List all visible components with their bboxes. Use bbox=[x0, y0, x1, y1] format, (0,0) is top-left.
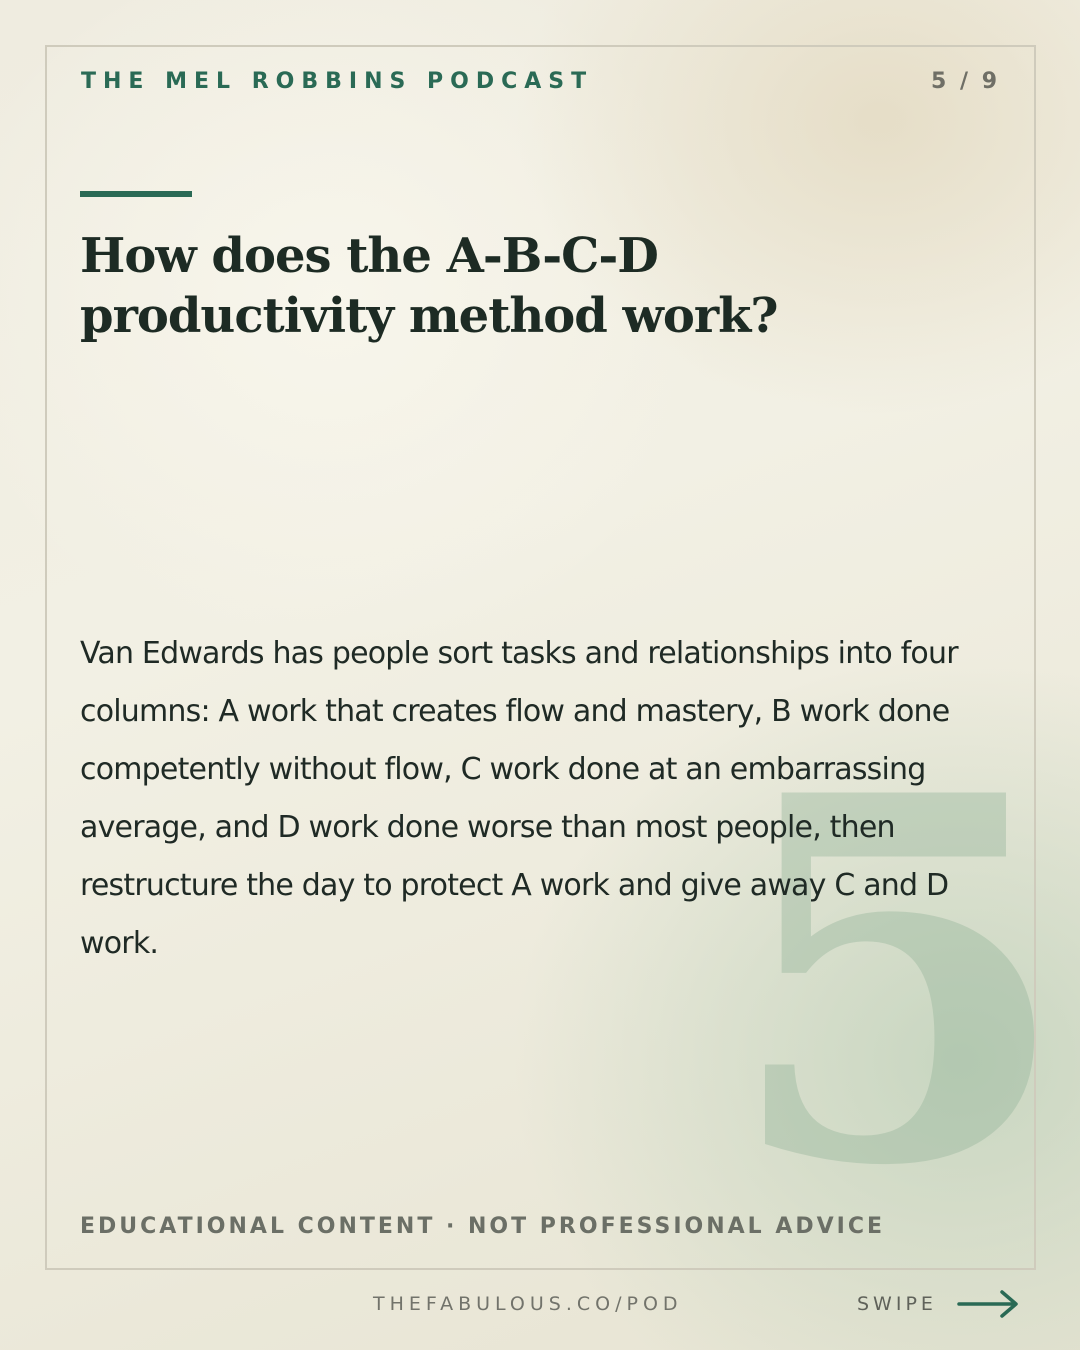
slide-counter: 5 / 9 bbox=[931, 69, 1000, 94]
swipe-button[interactable] bbox=[857, 1289, 1019, 1319]
big-slide-number: 5 bbox=[724, 688, 1072, 1275]
accent-divider bbox=[80, 191, 192, 197]
podcast-brand: THE MEL ROBBINS PODCAST bbox=[81, 69, 594, 94]
slide-title: How does the A-B-C-D productivity method work? bbox=[80, 228, 778, 344]
swipe-label: SWIPE bbox=[857, 1293, 937, 1315]
arrow-right-icon bbox=[957, 1289, 1019, 1319]
slide-body: Van Edwards has people sort tasks and relationships into four columns: A work that creates flow and mastery, B work done competently without flow, C work done at an embarrassing average, and D work done worse than most people, then restructure the day to protect A work and give away C and D work. bbox=[80, 636, 958, 961]
website-link[interactable]: THEFABULOUS.CO/POD bbox=[373, 1293, 683, 1315]
disclaimer: EDUCATIONAL CONTENT · NOT PROFESSIONAL ADVICE bbox=[80, 1214, 886, 1239]
